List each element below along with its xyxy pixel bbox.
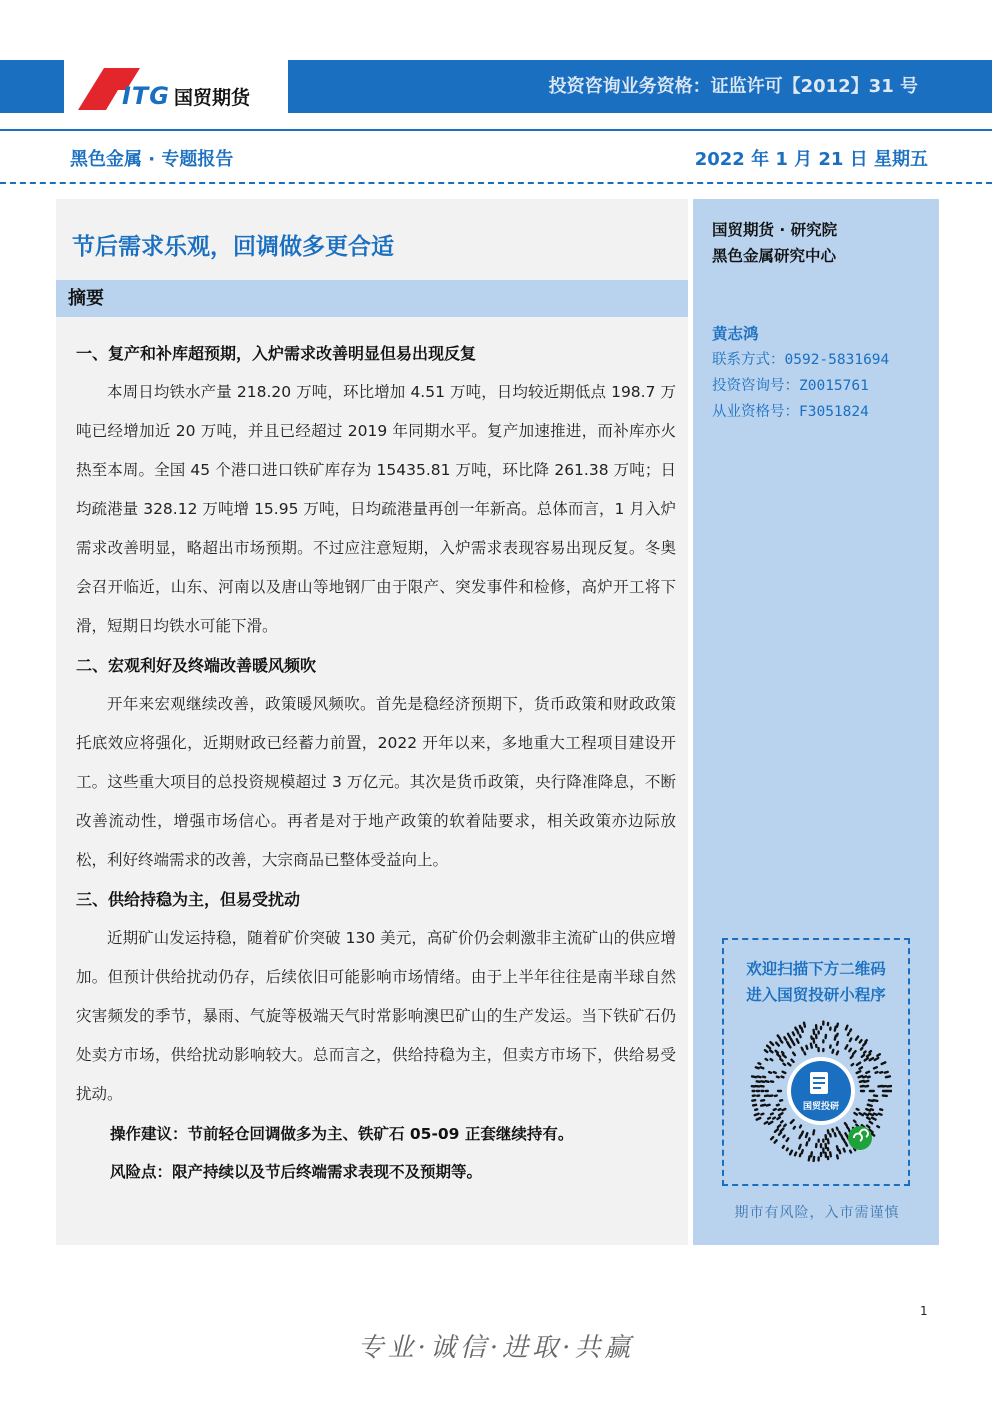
risk-disclaimer: 期市有风险，入市需谨慎 <box>734 1205 900 1221</box>
analyst-contact: 联系方式：0592-5831694 <box>712 352 890 368</box>
report-headline: 节后需求乐观，回调做多更合适 <box>72 234 394 260</box>
abstract-header-bar <box>56 280 688 317</box>
mini-program-qr-code-icon[interactable] <box>750 1020 892 1162</box>
qr-caption-line-2: 进入国贸投研小程序 <box>746 986 886 1004</box>
qr-center-label: 国贸投研 <box>802 1102 840 1112</box>
company-name: 国贸期货 <box>174 87 251 109</box>
section-body-3: 近期矿山发运持稳，随着矿价突破 130 美元，高矿价仍会刺激非主流矿山的供应增加。但预计供给扰动仍存，后续依旧可能影响市场情绪。由于上半年往往是南半球自然灾害频发的季节，暴雨、气旋等极端天气时常影响澳巴矿山的生产发运。当下铁矿石仍处卖方市场，供给扰动影响较大。总而言之，供给持稳为主，但卖方市场下，供给易受扰动。 <box>76 929 676 1103</box>
header-divider <box>0 129 992 131</box>
trading-advice: 操作建议：节前轻仓回调做多为主、铁矿石 05-09 正套继续持有。 <box>110 1125 574 1143</box>
company-motto: 专业·诚信·进取·共赢 <box>357 1333 635 1363</box>
analyst-name: 黄志鸿 <box>712 325 759 343</box>
report-category: 黑色金属 · 专题报告 <box>70 149 234 170</box>
report-date: 2022 年 1 月 21 日 星期五 <box>694 149 928 170</box>
analyst-consult-number: 投资咨询号：Z0015761 <box>712 378 869 394</box>
logo-text: ITG <box>122 82 170 110</box>
sidebar-org-line-1: 国贸期货 · 研究院 <box>712 221 838 239</box>
qr-caption-line-1: 欢迎扫描下方二维码 <box>746 960 886 978</box>
license-text: 投资咨询业务资格：证监许可【2012】31 号 <box>548 76 918 97</box>
section-title-3: 三、供给持稳为主，但易受扰动 <box>76 890 301 909</box>
risk-points: 风险点：限产持续以及节后终端需求表现不及预期等。 <box>110 1163 483 1181</box>
page-number: 1 <box>920 1304 928 1318</box>
dashed-divider <box>0 182 992 184</box>
section-title-2: 二、宏观利好及终端改善暖风频吹 <box>76 656 317 675</box>
section-body-1: 本周日均铁水产量 218.20 万吨，环比增加 4.51 万吨，日均较近期低点 198.7 万吨已经增加近 20 万吨，并且已经超过 2019 年同期水平。复产加速推进，而补库亦火热至本周。全国 45 个港口进口铁矿库存为 15435.81 万吨，环比降 261.38 万吨；日均疏港量 328.12 万吨增 15.95 万吨，日均疏港量再创一年新高。总体而言，1 月入炉需求改善明显，略超出市场预期。不过应注意短期，入炉需求表现容易出现反复。冬奥会召开临近，山东、河南以及唐山等地钢厂由于限产、突发事件和检修，高炉开工将下滑，短期日均铁水可能下滑。 <box>76 383 676 635</box>
sidebar-org-line-2: 黑色金属研究中心 <box>712 247 837 265</box>
section-title-1: 一、复产和补库超预期，入炉需求改善明显但易出现反复 <box>76 344 477 363</box>
analyst-qualification-number: 从业资格号：F3051824 <box>712 404 869 420</box>
section-body-2: 开年来宏观继续改善，政策暖风频吹。首先是稳经济预期下，货币政策和财政政策托底效应将强化，近期财政已经蓄力前置，2022 开年以来，多地重大工程项目建设开工。这些重大项目的总投资规模超过 3 万亿元。其次是货币政策，央行降准降息，不断改善流动性，增强市场信心。再者是对于地产政策的软着陆要求，相关政策亦边际放松，利好终端需求的改善，大宗商品已整体受益向上。 <box>76 695 676 869</box>
abstract-label: 摘要 <box>68 288 104 309</box>
